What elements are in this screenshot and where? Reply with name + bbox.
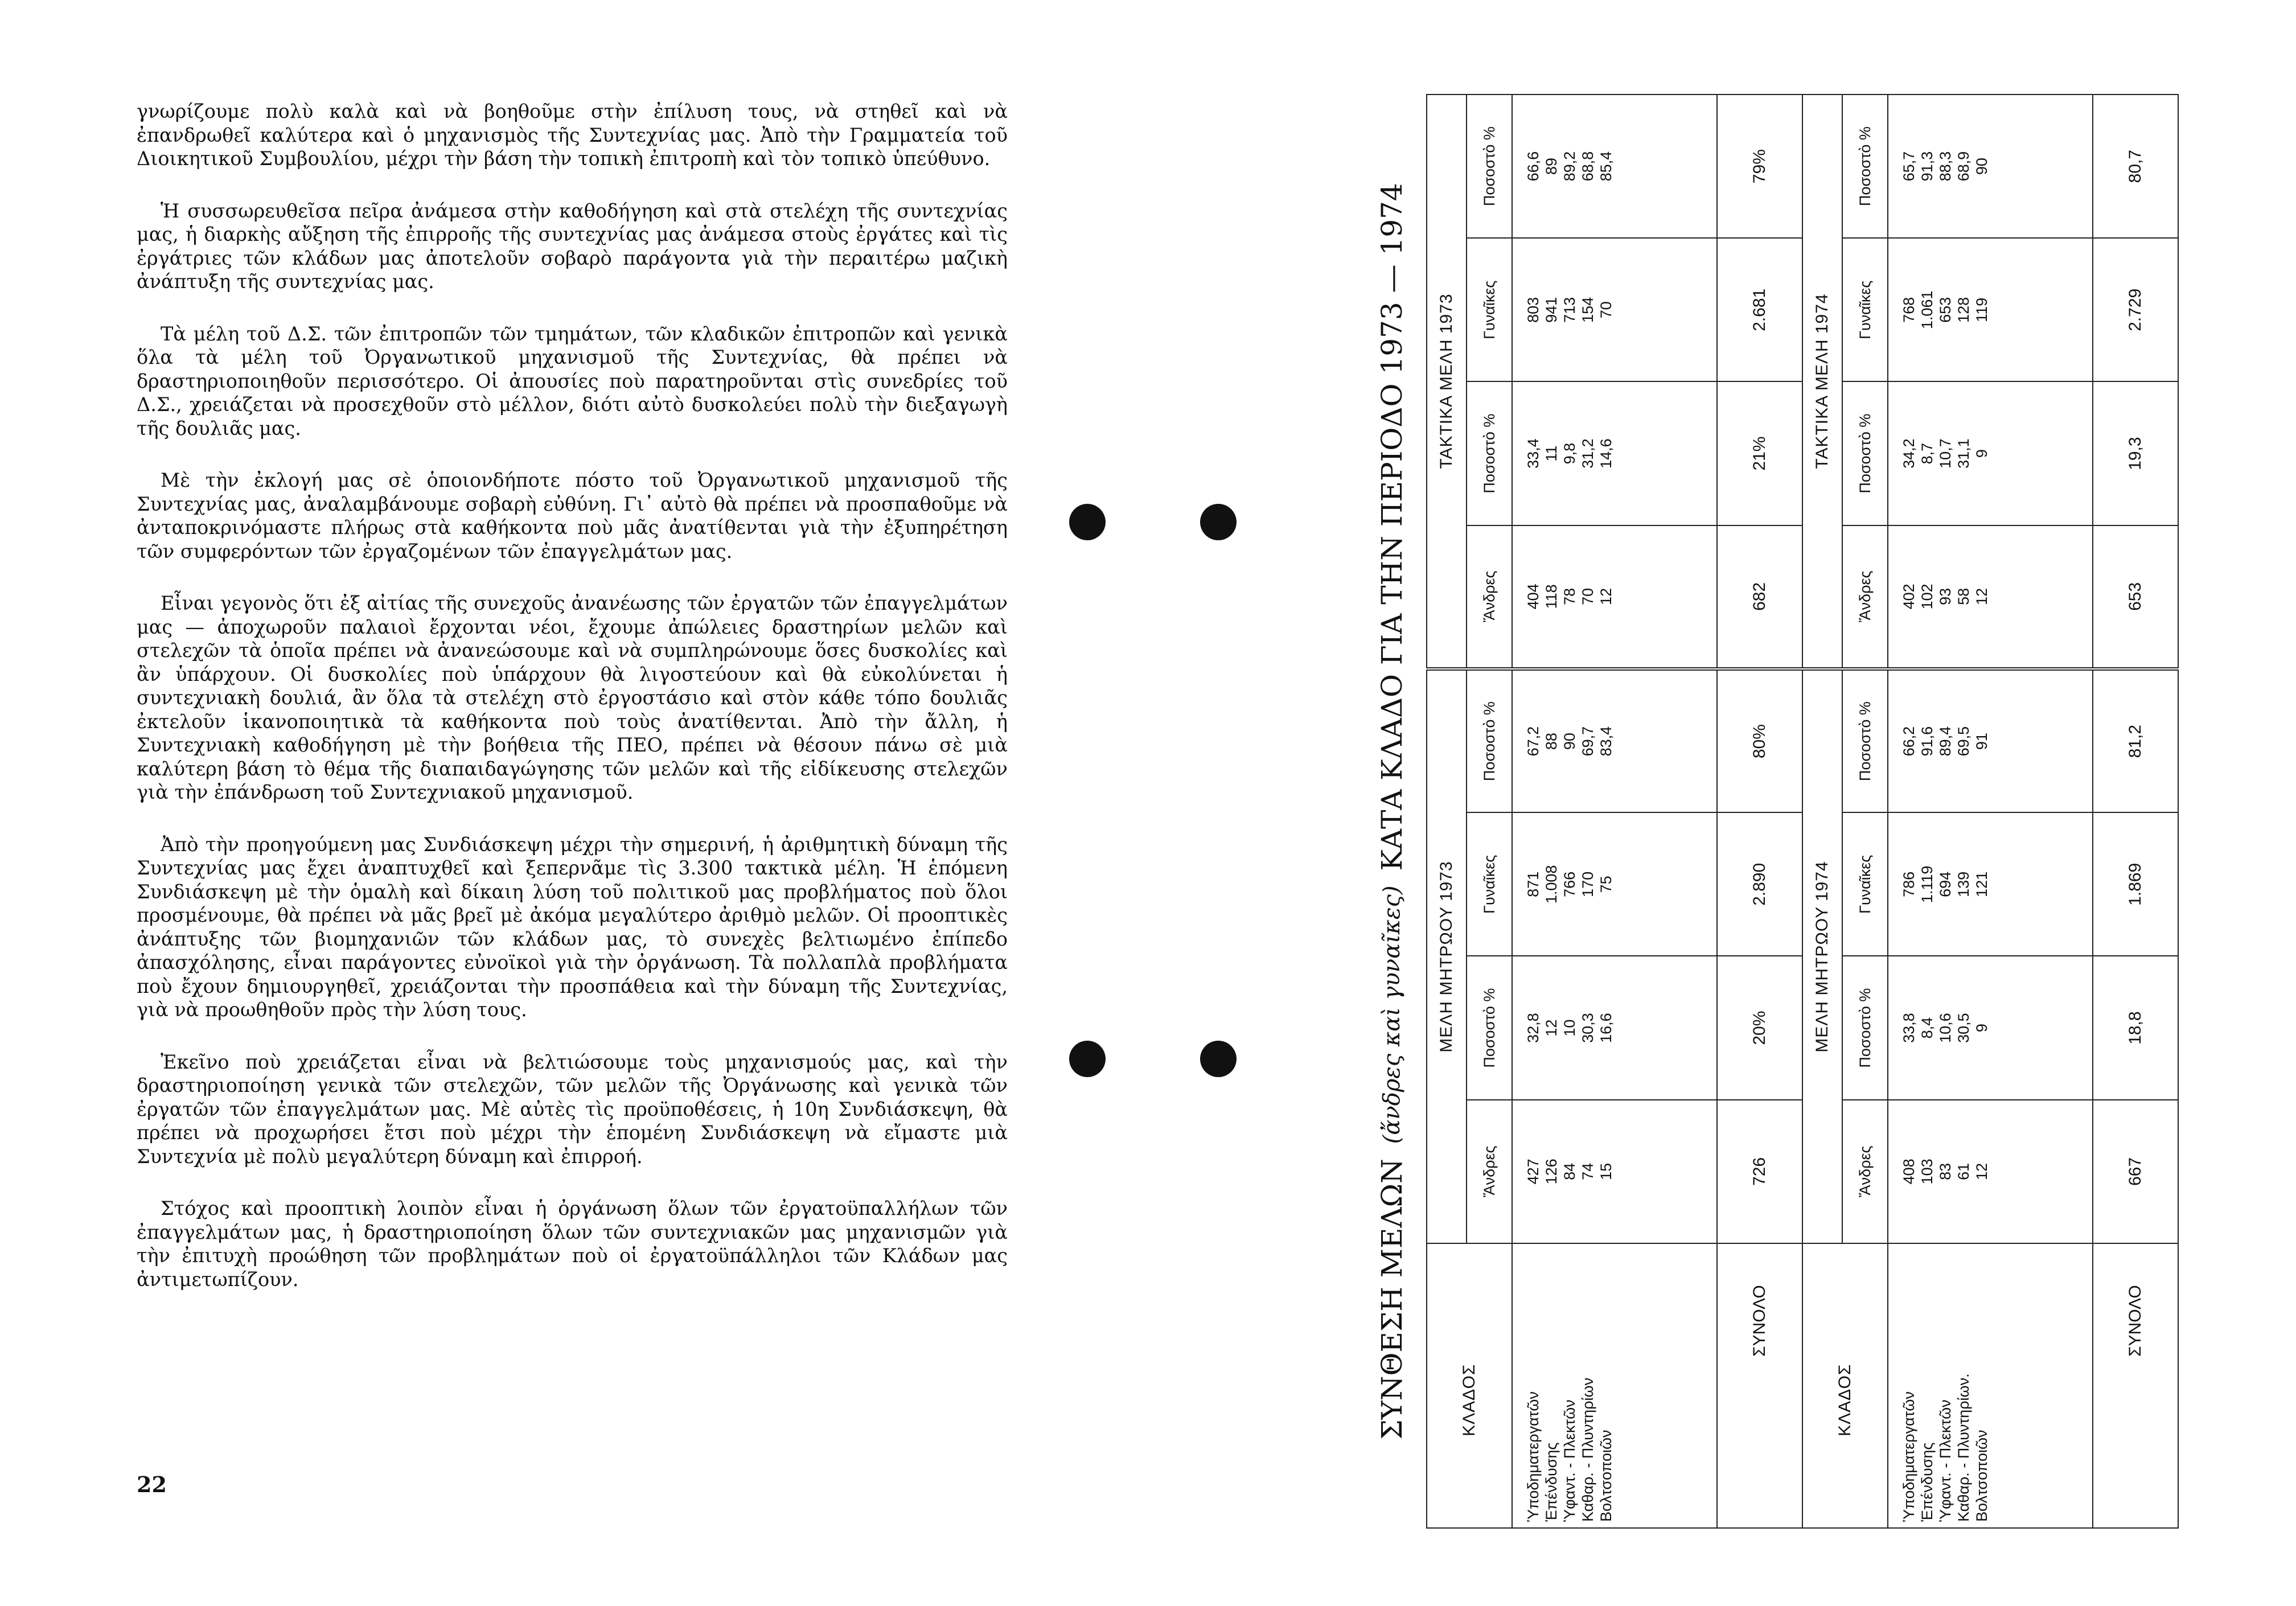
men-registered-pct-value: 8,4 — [1919, 1017, 1936, 1039]
women-registered-value: 121 — [1973, 871, 1990, 897]
paragraph: Ἐκεῖνο ποὺ χρειάζεται εἶναι νὰ βελτιώσουμε τοὺς μηχανισμούς μας, καὶ τὴν δραστηριοποίηση γενικὰ τῶν στελεχῶν, τῶν μελῶν τῆς Ὀργάνωσης καὶ γενικὰ τῶν ἐργατῶν τῶν ἐπαγγελμάτων μας. Μὲ αὐτὲς τὶς προϋποθέσεις, ἡ 10η Συνδιάσκεψη, θὰ πρέπει νὰ προχωρήσει ἔτσι ποὺ μέχρι τὴν ἑπομένη Συνδιάσκεψη νὰ εἴμαστε μιὰ Συντεχνία μὲ πολὺ μεγαλύτερη δύναμη καὶ ἐπιρροή. — [137, 1050, 1008, 1168]
women-regular-pct-cell — [1512, 95, 1717, 238]
body-text — [137, 100, 1008, 1320]
women-regular-pct-cell — [1888, 95, 2093, 238]
women-regular-pct-value: 68,8 — [1579, 151, 1596, 182]
women-regular-pct-value: 85,4 — [1597, 151, 1615, 182]
men-regular-pct-value: 31,2 — [1579, 438, 1596, 469]
branch-name: Καθαρ. - Πλυντηρίων. — [1955, 1373, 1972, 1522]
paragraph: Στόχος καὶ προοπτικὴ λοιπὸν εἶναι ἡ ὀργάνωση ὅλων τῶν ἐργατοϋπαλλήλων τῶν ἐπαγγελμάτων μας, ἡ δραστηριοποίηση ὅλων τῶν συντεχνιακῶν μας μηχανισμῶν γιὰ τὴν ἐπιτυχὴ προώθηση τῶν προβλημάτων ποὺ οἱ ἐργατοϋπάλληλοι τῶν Κλάδων μας ἀντιμετωπίζουν. — [137, 1197, 1008, 1291]
branch-list — [1888, 1243, 2093, 1528]
women-registered-pct-value: 91,6 — [1919, 726, 1936, 757]
branch-name: Ὑποδηματεργατῶν — [1900, 1391, 1917, 1522]
gynaikes-header: Γυναῖκες — [1467, 238, 1512, 381]
women-regular-value: 119 — [1973, 297, 1990, 322]
women-regular-cell — [1512, 238, 1717, 381]
women-regular-pct-value: 68,9 — [1955, 151, 1972, 182]
women-registered-value: 871 — [1525, 871, 1542, 897]
branch-name: Βολτσοποιῶν — [1597, 1430, 1615, 1522]
women-regular-pct-value: 89,2 — [1561, 151, 1578, 182]
men-registered-pct-value: 16,6 — [1597, 1013, 1615, 1043]
paragraph: Τὰ μέλη τοῦ Δ.Σ. τῶν ἐπιτροπῶν τῶν τμημάτων, τῶν κλαδικῶν ἐπιτροπῶν καὶ γενικὰ ὅλα τὰ μέλη τοῦ Ὀργανωτικοῦ μηχανισμοῦ τῆς Συντεχνίας, θὰ πρέπει νὰ δραστηριοποιηθοῦν περισσότερο. Οἱ ἀπουσίες ποὺ παρατηροῦνται στὶς συνεδρίες τοῦ Δ.Σ., χρειάζεται νὰ προσεχθοῦν στὸ μέλλον, διότι αὐτὸ δυσκολεύει πολὺ τὴν διεξαγωγὴ τῆς δουλιᾶς μας. — [137, 322, 1008, 440]
taktika-header: ΤΑΚΤΙΚΑ ΜΕΛΗ 1973 — [1427, 95, 1467, 669]
binder-hole — [1069, 1041, 1106, 1077]
women-regular-value: 803 — [1525, 297, 1542, 323]
men-regular-pct-cell — [1888, 382, 2093, 525]
pososto-header: Ποσοστὸ % — [1467, 382, 1512, 525]
men-regular-pct-cell — [1512, 382, 1717, 525]
women-registered-cell — [1512, 812, 1717, 956]
total-value: 21% — [1717, 382, 1802, 525]
total-value: 653 — [2093, 525, 2178, 669]
men-registered-value: 427 — [1525, 1159, 1542, 1185]
women-registered-pct-value: 90 — [1561, 733, 1578, 750]
men-regular-pct-value: 10,7 — [1937, 438, 1954, 469]
paragraph: Ἀπὸ τὴν προηγούμενη μας Συνδιάσκεψη μέχρι τὴν σημερινή, ἡ ἀριθμητικὴ δύναμη τῆς Συντεχνίας μας ἔχει ἀναπτυχθεῖ καὶ ξεπερνᾶμε τὶς 3.300 τακτικὰ μέλη. Ἡ ἑπόμενη Συνδιάσκεψη μὲ τὴν ὁμαλὴ καὶ δίκαιη λύση τοῦ πολιτικοῦ μας προβλήματος ποὺ ὅλοι προσμένουμε, θὰ πρέπει νὰ μᾶς βρεῖ μὲ ἀκόμα μεγαλύτερο ἀριθμὸ μελῶν. Οἱ προοπτικὲς ἀνάπτυξης τῶν βιομηχανιῶν τῶν κλάδων μας, τὸ συνεχὲς βελτιωμένο ἐπίπεδο ἀπασχόλησης, εἶναι παράγοντες εὐνοϊκοὶ γιὰ τὴν ὀργάνωση. Τὰ πολλαπλὰ προβλήματα ποὺ ἔχουν δημιουργηθεῖ, χρειάζονται τὴν προσπάθεια καὶ τὴν δύναμη τῆς Συντεχνίας, γιὰ νὰ προωθηθοῦν πρὸς τὴν λύση τους. — [137, 833, 1008, 1021]
branch-name: Ἐπένδυσης — [1543, 1442, 1560, 1522]
women-registered-pct-cell — [1888, 669, 2093, 812]
men-registered-pct-cell — [1512, 956, 1717, 1100]
men-registered-pct-value: 33,8 — [1900, 1013, 1917, 1043]
men-regular-value: 70 — [1579, 588, 1596, 605]
men-regular-value: 102 — [1919, 584, 1936, 610]
total-value: 1.869 — [2093, 812, 2178, 956]
women-registered-pct-value: 91 — [1973, 733, 1990, 750]
men-registered-pct-value: 10 — [1561, 1019, 1578, 1037]
klados-header: ΚΛΑΔΟΣ — [1427, 1243, 1512, 1528]
women-regular-cell — [1888, 238, 2093, 381]
gynaikes-header: Γυναῖκες — [1842, 238, 1888, 381]
pososto-header: Ποσοστὸ % — [1467, 669, 1512, 812]
total-label: ΣΥΝΟΛΟ — [1717, 1243, 1802, 1528]
men-registered-value: 12 — [1973, 1163, 1990, 1180]
men-regular-value: 118 — [1543, 584, 1560, 609]
men-registered-pct-value: 30,3 — [1579, 1013, 1596, 1043]
women-regular-value: 941 — [1543, 297, 1560, 323]
total-value: 682 — [1717, 525, 1802, 669]
andres-header: Ἄνδρες — [1842, 525, 1888, 669]
page-number: 22 — [137, 1472, 167, 1497]
women-regular-pct-value: 89 — [1543, 158, 1560, 175]
men-regular-pct-value: 8,7 — [1919, 442, 1936, 465]
women-regular-value: 128 — [1955, 297, 1972, 323]
men-registered-pct-value: 30,5 — [1955, 1013, 1972, 1043]
women-registered-pct-value: 69,5 — [1955, 726, 1972, 757]
men-registered-value: 15 — [1597, 1163, 1615, 1180]
men-regular-value: 12 — [1973, 588, 1990, 605]
branch-name: Καθαρ. - Πλυντηρίων — [1579, 1377, 1596, 1522]
women-regular-pct-value: 88,3 — [1937, 151, 1954, 182]
women-regular-value: 653 — [1937, 297, 1954, 323]
women-regular-pct-value: 90 — [1973, 158, 1990, 175]
men-registered-pct-value: 10,6 — [1937, 1013, 1954, 1043]
women-registered-cell — [1888, 812, 2093, 956]
andres-header: Ἄνδρες — [1467, 525, 1512, 669]
table-title — [1369, 94, 1415, 1529]
mitroou-header: ΜΕΛΗ ΜΗΤΡΩΟΥ 1973 — [1427, 669, 1467, 1243]
andres-header: Ἄνδρες — [1842, 1100, 1888, 1243]
paragraph: Μὲ τὴν ἐκλογή μας σὲ ὁποιονδήποτε πόστο τοῦ Ὀργανωτικοῦ μηχανισμοῦ τῆς Συντεχνίας μας, ἀναλαμβάνουμε σοβαρὴ εὐθύνη. Γι᾽ αὐτὸ θὰ πρέπει νὰ προσπαθοῦμε νὰ ἀνταποκρινόμαστε πλήρως στὰ καθήκοντα ποὺ μᾶς ἀνατίθενται γιὰ τὴν ἐξυπηρέτηση τῶν συμφερόντων τῶν ἐργαζομένων τῶν ἐπαγγελμάτων μας. — [137, 469, 1008, 562]
women-regular-value: 70 — [1597, 301, 1615, 319]
total-value: 2.681 — [1717, 238, 1802, 381]
women-registered-pct-value: 89,4 — [1937, 726, 1954, 757]
men-regular-value: 93 — [1937, 588, 1954, 605]
women-registered-value: 75 — [1597, 876, 1615, 893]
men-registered-value: 408 — [1900, 1159, 1917, 1185]
total-value: 80% — [1717, 669, 1802, 812]
klados-header: ΚΛΑΔΟΣ — [1802, 1243, 1888, 1528]
gynaikes-header: Γυναῖκες — [1842, 812, 1888, 956]
men-regular-pct-value: 33,4 — [1525, 438, 1542, 469]
pososto-header: Ποσοστὸ % — [1842, 669, 1888, 812]
women-regular-pct-value: 65,7 — [1900, 151, 1917, 182]
men-registered-value: 83 — [1937, 1163, 1954, 1180]
men-registered-value: 84 — [1561, 1163, 1578, 1180]
paragraph: Εἶναι γεγονὸς ὅτι ἐξ αἰτίας τῆς συνεχοῦς ἀνανέωσης τῶν ἐργατῶν τῶν ἐπαγγελμάτων μας — ἀποχωροῦν παλαιοὶ ἔρχονται νέοι, ἔχουμε ἀπώλειες δραστηρίων μελῶν καὶ στελεχῶν τὰ ὁποῖα πρέπει νὰ ἀνανεώσουμε καὶ νὰ συμπληρώνουμε ὅσες δυσκολίες καὶ ἂν ὑπάρχουν. Οἱ δυσκολίες ποὺ ὑπάρχουν θὰ λιγοστεύουν καὶ θὰ εὐκολύνεται ἡ συντεχνιακὴ δουλιά, ἂν ὅλα τὰ στελέχη στὸ ἐργοστάσιο καὶ στὸν κάθε τόπο δουλιᾶς ἐκτελοῦν ἱκανοποιητικὰ τὰ καθήκοντα ποὺ τοὺς ἀνατίθενται. Ἀπὸ τὴν ἄλλη, ἡ Συντεχνιακὴ καθοδήγηση μὲ τὴν βοήθεια τῆς ΠΕΟ, πρέπει νὰ θέσουν πάνω σὲ μιὰ καλύτερη βάση τὸ θέμα τῆς διαπαιδαγώγησης τῶν μελῶν καὶ τῆς εἰδίκευσης στελεχῶν γιὰ τὴν ἐπάνδρωση τοῦ Συντεχνιακοῦ μηχανισμοῦ. — [137, 592, 1008, 803]
paragraph: Ἡ συσσωρευθεῖσα πεῖρα ἀνάμεσα στὴν καθοδήγηση καὶ στὰ στελέχη τῆς συντεχνίας μας, ἡ διαρκὴς αὔξηση τῆς ἐπιρροῆς τῆς συντεχνίας μας ἀνάμεσα στοὺς ἐργάτες καὶ τὶς ἐργάτριες τῶν κλάδων μας ἀποτελοῦν σοβαρὸ παράγοντα γιὰ τὴν περαιτέρω μαζικὴ ἀνάπτυξη τῆς συντεχνίας μας. — [137, 199, 1008, 293]
women-regular-pct-value: 66,6 — [1525, 151, 1542, 182]
branch-name: Ὑφαντ. - Πλεκτῶν — [1937, 1399, 1954, 1522]
total-value: 19,3 — [2093, 382, 2178, 525]
men-registered-pct-cell — [1888, 956, 2093, 1100]
women-registered-pct-value: 83,4 — [1597, 726, 1615, 757]
branch-name: Ὑφαντ. - Πλεκτῶν — [1561, 1399, 1578, 1522]
men-regular-pct-value: 11 — [1543, 445, 1560, 462]
men-regular-value: 402 — [1900, 584, 1917, 610]
men-regular-pct-value: 14,6 — [1597, 438, 1615, 469]
taktika-header: ΤΑΚΤΙΚΑ ΜΕΛΗ 1974 — [1802, 95, 1842, 669]
men-registered-pct-value: 12 — [1543, 1019, 1560, 1037]
women-registered-value: 170 — [1579, 871, 1596, 897]
men-regular-value: 12 — [1597, 588, 1615, 605]
women-registered-value: 1.119 — [1919, 865, 1936, 903]
women-registered-pct-value: 69,7 — [1579, 726, 1596, 757]
men-registered-cell — [1888, 1100, 2093, 1243]
paragraph: γνωρίζουμε πολὺ καλὰ καὶ νὰ βοηθοῦμε στὴν ἐπίλυση τους, νὰ στηθεῖ καὶ νὰ ἐπανδρωθεῖ καλύτερα καὶ ὁ μηχανισμὸς τῆς Συντεχνίας μας. Ἀπὸ τὴν Γραμματεία τοῦ Διοικητικοῦ Συμβουλίου, μέχρι τὴν βάση τὴν τοπικὴ ἐπιτροπὴ καὶ τὸν τοπικὸ ὑπεύθυνο. — [137, 100, 1008, 170]
women-registered-pct-value: 67,2 — [1525, 726, 1542, 757]
men-registered-pct-value: 32,8 — [1525, 1013, 1542, 1043]
title-main: ΣΥΝΘΕΣΗ ΜΕΛΩΝ — [1375, 1159, 1408, 1440]
total-value: 80,7 — [2093, 95, 2178, 238]
pososto-header: Ποσοστὸ % — [1842, 95, 1888, 238]
rotated-table-page — [1369, 94, 2277, 1529]
pososto-header: Ποσοστὸ % — [1467, 956, 1512, 1100]
men-registered-pct-value: 9 — [1973, 1024, 1990, 1033]
men-regular-pct-value: 9 — [1973, 449, 1990, 458]
women-registered-pct-value: 88 — [1543, 733, 1560, 750]
women-registered-value: 1.008 — [1543, 865, 1560, 904]
women-regular-value: 713 — [1561, 297, 1578, 323]
members-table-1973 — [1426, 94, 1803, 1529]
women-registered-value: 694 — [1937, 871, 1954, 897]
pososto-header: Ποσοστὸ % — [1467, 95, 1512, 238]
women-registered-value: 139 — [1955, 871, 1972, 897]
total-value: 79% — [1717, 95, 1802, 238]
binder-hole — [1200, 504, 1237, 540]
total-value: 726 — [1717, 1100, 1802, 1243]
men-regular-value: 78 — [1561, 588, 1578, 605]
men-regular-value: 58 — [1955, 588, 1972, 605]
gynaikes-header: Γυναῖκες — [1467, 812, 1512, 956]
men-registered-value: 103 — [1919, 1159, 1936, 1185]
men-registered-value: 61 — [1955, 1163, 1972, 1180]
men-regular-pct-value: 9,8 — [1561, 442, 1578, 465]
members-table-1974 — [1802, 94, 2179, 1529]
branch-name: Βολτσοποιῶν — [1973, 1430, 1990, 1522]
men-regular-pct-value: 31,1 — [1955, 438, 1972, 469]
total-value: 18,8 — [2093, 956, 2178, 1100]
women-registered-pct-value: 66,2 — [1900, 726, 1917, 757]
andres-header: Ἄνδρες — [1467, 1100, 1512, 1243]
total-value: 81,2 — [2093, 669, 2178, 812]
total-label: ΣΥΝΟΛΟ — [2093, 1243, 2178, 1528]
men-registered-cell — [1512, 1100, 1717, 1243]
branch-name: Ὑποδηματεργατῶν — [1525, 1391, 1542, 1522]
women-registered-value: 786 — [1900, 871, 1917, 897]
total-value: 20% — [1717, 956, 1802, 1100]
total-value: 2.890 — [1717, 812, 1802, 956]
men-regular-pct-value: 34,2 — [1900, 438, 1917, 469]
pososto-header: Ποσοστὸ % — [1842, 382, 1888, 525]
total-value: 667 — [2093, 1100, 2178, 1243]
title-sub: (ἄνδρες καὶ γυναῖκες) — [1379, 885, 1405, 1144]
pososto-header: Ποσοστὸ % — [1842, 956, 1888, 1100]
men-registered-value: 74 — [1579, 1163, 1596, 1180]
men-regular-value: 404 — [1525, 584, 1542, 610]
branch-name: Ἐπένδυσης — [1919, 1442, 1936, 1522]
binder-hole — [1069, 504, 1106, 540]
women-regular-value: 1.061 — [1919, 290, 1936, 330]
men-registered-value: 126 — [1543, 1159, 1560, 1185]
men-regular-cell — [1512, 525, 1717, 669]
women-regular-value: 768 — [1900, 297, 1917, 323]
men-regular-cell — [1888, 525, 2093, 669]
binder-hole — [1200, 1041, 1237, 1077]
women-regular-pct-value: 91,3 — [1919, 151, 1936, 182]
women-regular-value: 154 — [1579, 297, 1596, 323]
women-registered-pct-cell — [1512, 669, 1717, 812]
branch-list — [1512, 1243, 1717, 1528]
total-value: 2.729 — [2093, 238, 2178, 381]
women-registered-value: 766 — [1561, 871, 1578, 897]
mitroou-header: ΜΕΛΗ ΜΗΤΡΩΟΥ 1974 — [1802, 669, 1842, 1243]
title-rest: ΚΑΤΑ ΚΛΑΔΟ ΓΙΑ ΤΗΝ ΠΕΡΙΟΔΟ 1973 — 1974 — [1375, 183, 1408, 871]
